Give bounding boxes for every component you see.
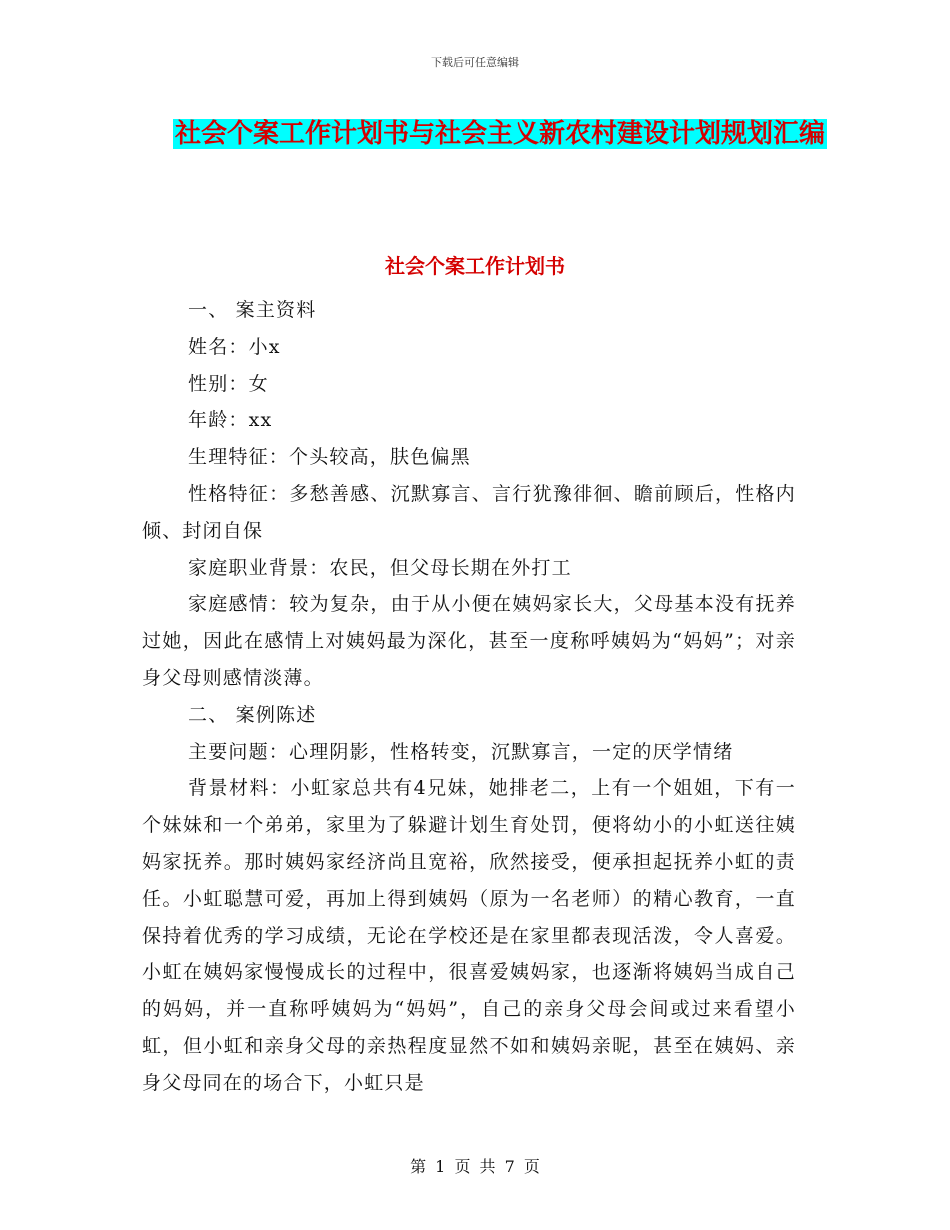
paragraph: 生理特征：个头较高，肤色偏黑 — [188, 446, 471, 469]
paragraph: 家庭职业背景：农民，但父母长期在外打工 — [188, 556, 572, 579]
section-title: 社会个案工作计划书 — [385, 254, 565, 278]
page-header-note: 下载后可任意编辑 — [431, 56, 519, 69]
paragraph: 年龄：xx — [188, 409, 273, 432]
paragraph: 主要问题：心理阴影，性格转变，沉默寡言，一定的厌学情绪 — [188, 740, 734, 763]
page-footer: 第 1 页 共 7 页 — [410, 1157, 540, 1176]
paragraph: 性格特征：多愁善感、沉默寡言、言行犹豫徘徊、瞻前顾后，性格内倾、封闭自保 — [142, 482, 796, 542]
paragraph: 背景材料：小虹家总共有4兄妹，她排老二，上有一个姐姐，下有一个妹妹和一个弟弟，家里为了躲避计划生育处罚，便将幼小的小虹送往姨妈家抚养。那时姨妈家经济尚且宽裕，欣然接受，便承担起抚养小虹的责任。小虹聪慧可爱，再加上得到姨妈（原为一名老师）的精心教育，一直保持着优秀的学习成绩，无论在学校还是在家里都表现活泼，令人喜爱。小虹在姨妈家慢慢成长的过程中，很喜爱姨妈家，也逐渐将姨妈当成自己的妈妈，并一直称呼姨妈为“妈妈”，自己的亲身父母会间或过来看望小虹，但小虹和亲身父母的亲热程度显然不如和姨妈亲昵，甚至在姨妈、亲身父母同在的场合下，小虹只是 — [142, 777, 796, 1094]
paragraph: 性别：女 — [188, 372, 269, 395]
paragraph: 姓名：小x — [188, 335, 281, 358]
paragraph: 一、 案主资料 — [188, 299, 317, 321]
document-body — [142, 292, 796, 1102]
document-title-text: 社会个案工作计划书与社会主义新农村建设计划规划汇编 — [174, 119, 825, 149]
paragraph: 家庭感情：较为复杂，由于从小便在姨妈家长大，父母基本没有抚养过她，因此在感情上对姨妈最为深化，甚至一度称呼姨妈为“妈妈”；对亲身父母则感情淡薄。 — [142, 593, 796, 689]
document-title — [140, 112, 860, 156]
paragraph: 二、 案例陈述 — [188, 703, 317, 726]
